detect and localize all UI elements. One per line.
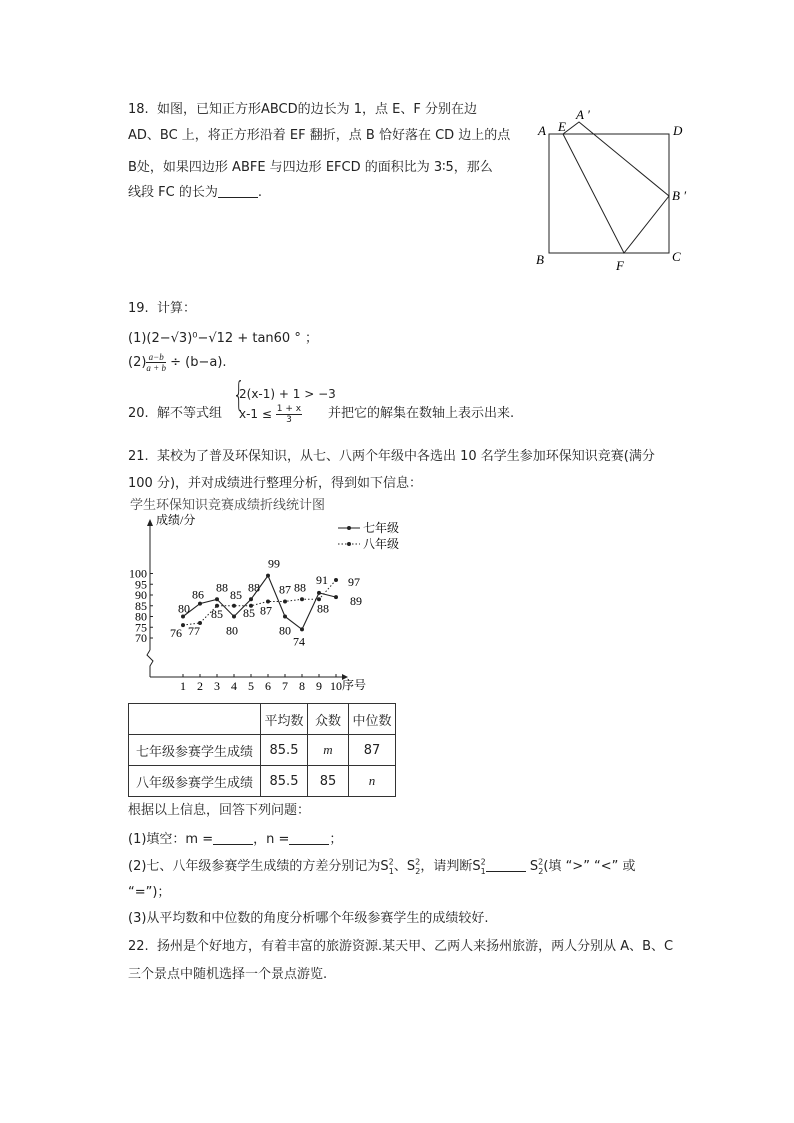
q21-sub2-line2: “=”)；	[128, 885, 171, 900]
x-tick-label: 8	[299, 679, 305, 693]
answer-blank-m	[213, 832, 253, 845]
y-tick-label: 75	[135, 620, 147, 635]
data-label: 76	[170, 626, 182, 641]
header-mode: 众数	[308, 704, 349, 735]
label-f: F	[616, 258, 624, 273]
label-b-prime: B ′	[672, 188, 687, 203]
table-header-row	[129, 704, 396, 735]
label-a: A	[538, 123, 546, 138]
q19-fraction: $\frac{a-b}{a + b}$	[146, 352, 166, 373]
q18-text-3: B处，如果四边形 ABFE 与四边形 EFCD 的面积比为 3∶5，那么	[128, 160, 493, 175]
x-tick-label: 1	[180, 679, 186, 693]
legend-label: 七年级	[363, 521, 400, 535]
stats-table	[128, 703, 396, 797]
y-tick-label: 80	[135, 609, 147, 624]
q20-fraction: $\frac{1 + x}{3}$	[276, 404, 302, 425]
header-mean: 平均数	[261, 704, 308, 735]
data-point	[249, 597, 253, 601]
label-a-prime: A ′	[576, 107, 590, 122]
q22-line1: 22. 扬州是个好地方，有着丰富的旅游资源.某天甲、乙两人来扬州旅游，两人分别从 A、B、C	[128, 939, 674, 954]
data-label: 88	[317, 601, 329, 616]
legend-marker	[347, 526, 351, 530]
x-tick-label: 4	[231, 679, 237, 693]
data-point	[198, 602, 202, 606]
x-tick-label: 10	[330, 679, 342, 693]
q19-part1: (1)(2−√3)⁰−√12 + tan60 ° ；	[128, 331, 318, 346]
q18-text-4: 线段 FC 的长为 .	[128, 185, 262, 200]
data-label: 85	[211, 606, 223, 621]
data-point	[300, 627, 304, 631]
chart-title: 学生环保知识竞赛成绩折线统计图	[130, 497, 326, 512]
x-tick-label: 9	[316, 679, 322, 693]
answer-blank-n	[289, 832, 329, 845]
data-label: 80	[178, 601, 190, 616]
q18-text-2: AD、BC 上，将正方形沿着 EF 翻折，点 B 恰好落在 CD 边上的点	[128, 128, 511, 143]
data-label: 85	[243, 605, 255, 620]
data-point	[232, 604, 236, 608]
q18-line1	[128, 98, 477, 117]
data-label: 88	[294, 580, 306, 595]
x-tick-label: 7	[282, 679, 288, 693]
x-tick-label: 5	[248, 679, 254, 693]
data-point	[334, 578, 338, 582]
y-tick-label: 70	[135, 631, 147, 645]
data-point	[266, 574, 270, 578]
header-median: 中位数	[349, 704, 396, 735]
q19-part2: (2) $\frac{a-b}{a + b}$ ÷ (b−a).	[128, 352, 227, 373]
data-label: 97	[348, 574, 360, 589]
data-label: 87	[279, 582, 291, 597]
q20-lead: 20. 解不等式组	[128, 406, 222, 421]
q18-text-1: 如图，已知正方形ABCD的边长为 1，点 E、F 分别在边	[156, 102, 477, 117]
q21-line1: 21. 某校为了普及环保知识，从七、八两个年级中各选出 10 名学生参加环保知识竞赛(满分	[128, 449, 655, 464]
data-label: 88	[248, 580, 260, 595]
data-label: 99	[268, 556, 280, 571]
data-point	[232, 615, 236, 619]
table-row: 八年级参赛学生成绩 85.5 85 n	[129, 766, 396, 797]
q21-line2: 100 分)，并对成绩进行整理分析，得到如下信息：	[128, 476, 423, 491]
x-axis-label: 序号	[342, 678, 367, 692]
label-e: E	[558, 119, 566, 134]
data-point	[334, 595, 338, 599]
q20-inequality-1: 2(x-1) + 1 > −3	[239, 387, 336, 401]
q19-heading: 19. 计算：	[128, 301, 196, 316]
line-chart	[120, 492, 420, 697]
q20-inequality-2: x-1 ≤ $\frac{1 + x}{3}$	[239, 404, 302, 425]
q21-sub2: (2)七、八年级参赛学生成绩的方差分别记为$S^2_1$、$S^2_2$，请判断$S^2_1$ $S^2_2$(填 “>” “<” 或	[128, 857, 636, 876]
label-b: B	[536, 252, 544, 267]
data-label: 86	[192, 587, 204, 602]
data-point	[300, 597, 304, 601]
q20-brace: {	[232, 375, 245, 415]
answer-blank	[218, 185, 258, 198]
y-axis-label: 成绩/分	[156, 513, 196, 527]
data-point	[215, 597, 219, 601]
data-label: 80	[226, 623, 238, 638]
data-label: 91	[316, 572, 328, 587]
data-point	[317, 591, 321, 595]
data-point	[283, 615, 287, 619]
label-c: C	[672, 249, 681, 264]
x-tick-label: 2	[197, 679, 203, 693]
data-point	[283, 599, 287, 603]
q21-sub1: (1)填空：m = ，n = ；	[128, 832, 343, 847]
label-d: D	[673, 123, 683, 138]
q18-geometry-figure	[530, 104, 710, 274]
y-tick-label: 100	[129, 566, 147, 581]
y-tick-label: 85	[135, 598, 147, 613]
folded-quadrilateral	[563, 122, 669, 253]
y-axis-break	[147, 650, 153, 677]
x-tick-label: 3	[214, 679, 220, 693]
y-tick-label: 95	[135, 577, 147, 592]
data-label: 85	[230, 587, 242, 602]
table-row: 七年级参赛学生成绩 85.5 m 87	[129, 735, 396, 766]
square-abcd	[549, 134, 669, 253]
q21-sub3: (3)从平均数和中位数的角度分析哪个年级参赛学生的成绩较好.	[128, 911, 489, 926]
data-label: 74	[293, 634, 305, 649]
data-label: 77	[188, 623, 200, 638]
answer-blank-compare	[486, 859, 526, 872]
data-label: 87	[260, 603, 272, 618]
q22-line2: 三个景点中随机选择一个景点游览.	[128, 967, 328, 982]
y-tick-label: 90	[135, 588, 147, 602]
x-tick-label: 6	[265, 679, 271, 693]
data-label: 88	[216, 580, 228, 595]
data-label: 80	[279, 623, 291, 638]
q18-number: 18.	[128, 102, 149, 117]
legend-label: 八年级	[363, 537, 400, 551]
q20-suffix: 并把它的解集在数轴上表示出来.	[328, 406, 515, 421]
q21-prompt: 根据以上信息，回答下列问题：	[128, 803, 311, 818]
data-label: 89	[350, 594, 362, 609]
y-axis-arrow	[147, 519, 153, 526]
legend-marker	[347, 542, 351, 546]
